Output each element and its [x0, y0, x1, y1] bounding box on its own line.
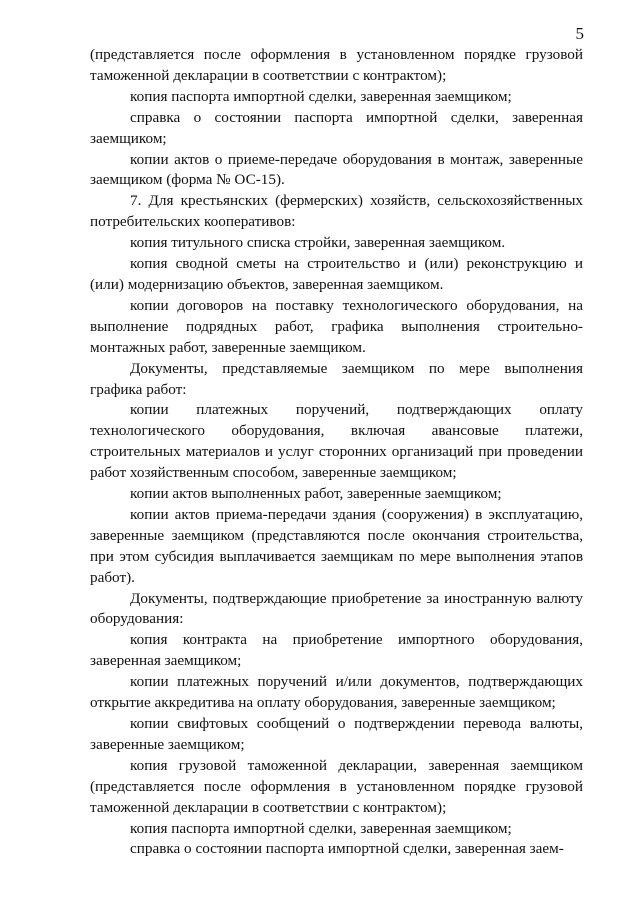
paragraph: копия грузовой таможенной декларации, заверенная заемщиком (представляется после оформления в установленном порядке грузовой таможенной декларации в соответствии с контрактом); [90, 756, 583, 816]
document-body [90, 45, 583, 860]
paragraph: 7. Для крестьянских (фермерских) хозяйств, сельскохозяйственных потребительских кооперативов: [90, 192, 583, 231]
paragraph: копии актов приема-передачи здания (сооружения) в эксплуатацию, заверенные заемщиком (представляются после окончания строительства, при этом субсидия выплачивается заемщикам по мере выполнения этапов работ). [90, 505, 583, 586]
paragraph: Документы, представляемые заемщиком по мере выполнения графика работ: [90, 359, 583, 398]
paragraph: копия паспорта импортной сделки, заверенная заемщиком; [130, 87, 512, 105]
paragraph: копия сводной сметы на строительство и (или) реконструкцию и (или) модернизацию объектов, заверенная заемщиком. [90, 255, 583, 293]
paragraph: (представляется после оформления в установленном порядке грузовой таможенной декларации в соответствии с контрактом); [90, 46, 583, 84]
paragraph: копия контракта на приобретение импортного оборудования, заверенная заемщиком; [90, 631, 583, 670]
paragraph: копии платежных поручений и/или документов, подтверждающих открытие аккредитива на оплату оборудования, заверенные заемщиком; [90, 673, 583, 712]
paragraph: копии договоров на поставку технологического оборудования, на выполнение подрядных работ, графика выполнения строительно-монтажных работ, заверенные заемщиком. [90, 296, 583, 356]
paragraph: копии свифтовых сообщений о подтверждении перевода валюты, заверенные заемщиком; [90, 715, 583, 753]
paragraph: справка о состоянии паспорта импортной сделки, заверенная заем- [130, 840, 564, 858]
paragraph: копии платежных поручений, подтверждающих оплату технологического оборудования, включая авансовые платежи, строительных материалов и услуг сторонних организаций при проведении работ хозяйственным способом, заверенные заемщиком; [90, 401, 583, 482]
paragraph: копии актов о приеме-передаче оборудования в монтаж, заверенные заемщиком (форма № ОС-15). [90, 150, 583, 189]
paragraph: справка о состоянии паспорта импортной сделки, заверенная заемщиком; [90, 108, 583, 147]
page-number: 5 [575, 24, 584, 43]
paragraph: копии актов выполненных работ, заверенные заемщиком; [130, 485, 502, 503]
paragraph: Документы, подтверждающие приобретение за иностранную валюту оборудования: [90, 589, 583, 628]
paragraph: копия паспорта импортной сделки, заверенная заемщиком; [130, 819, 512, 837]
paragraph: копия титульного списка стройки, заверенная заемщиком. [130, 234, 506, 252]
